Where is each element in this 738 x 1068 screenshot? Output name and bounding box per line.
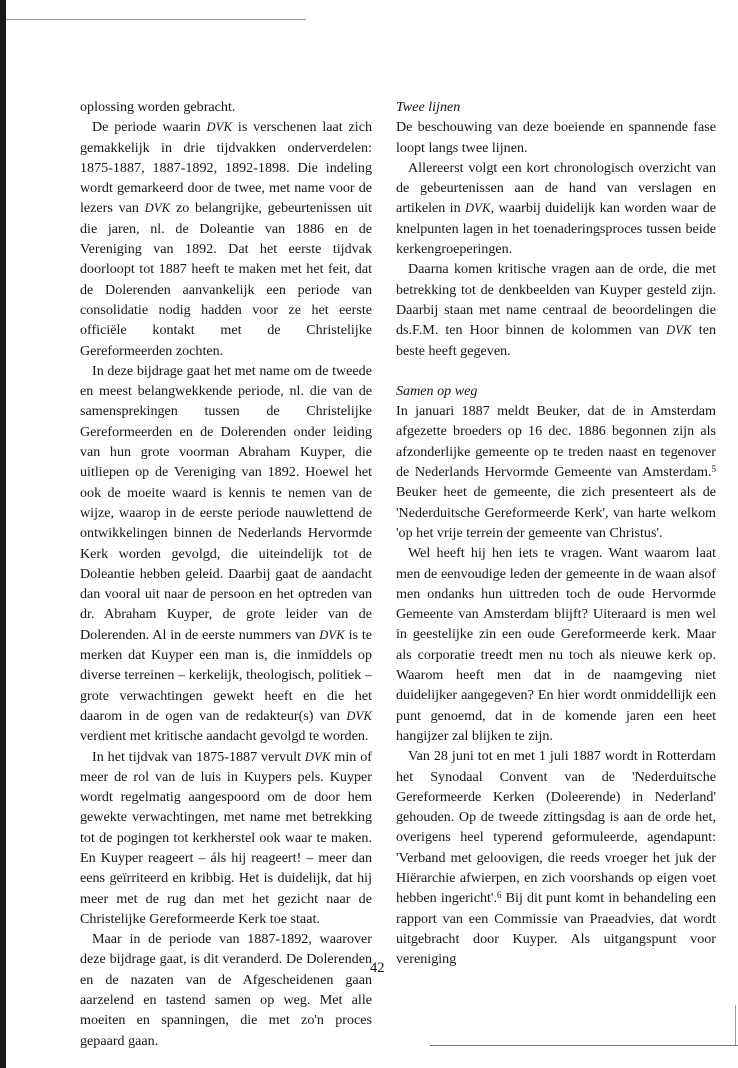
journal-abbrev: DVK <box>206 120 233 135</box>
right-column <box>396 97 716 969</box>
paragraph: Allereerst volgt een kort chronologisch overzicht van de gebeurtenissen aan de hand van verslagen en artikelen in DVK, waarbij duidelijk kan worden waar de knelpunten lagen in het toenaderingsproces tussen beide kerkengroeperingen. <box>396 159 716 258</box>
paragraph: Daarna komen kritische vragen aan de orde, die met betrekking tot de denkbeelden van Kuyper gesteld zijn. Daarbij staan met name centraal de beoordelingen die ds.F.M. ten Hoor binnen de kolommen van DVK ten beste heeft gegeven. <box>396 261 716 359</box>
journal-abbrev: DVK <box>144 201 171 216</box>
footnote-ref[interactable]: 6 <box>497 890 502 901</box>
paragraph: oplossing worden gebracht. <box>80 99 236 115</box>
bottom-rule <box>430 1045 738 1046</box>
scan-edge <box>0 0 6 1068</box>
page-number: 42 <box>370 960 385 976</box>
paragraph: Maar in de periode van 1887-1892, waarover deze bijdrage gaat, is dit veranderd. De Dolerenden en de nazaten van de Afgescheidenen gaan aarzelend en tastend samen op weg. Met alle moeiten en spanningen, die met zo'n proces gepaard gaan. <box>80 931 372 1049</box>
journal-abbrev: DVK <box>304 749 331 764</box>
margin-tick <box>735 1005 736 1045</box>
paragraph: De periode waarin DVK is verschenen laat zich gemakkelijk in drie tijdvakken onderverdelen: 1875-1887, 1887-1892, 1892-1898. Die indeling wordt gemarkeerd door de twee, met name voor de lezers van DVK zo belangrijke, gebeurtenissen uit die jaren, nl. de Doleantie van 1886 en de Vereniging van 1892. Dat het eerste tijdvak doorloopt tot 1887 heeft te maken met het feit, dat de Dolerenden aanvankelijk een periode van consolidatie nodig hadden voor ze het eerste officiële kontakt met de Christelijke Gereformeerden zochten. <box>80 119 372 359</box>
journal-abbrev: DVK <box>465 201 491 216</box>
paragraph: Wel heeft hij hen iets te vragen. Want waarom laat men de eenvoudige leden der gemeente in de waan alsof men ondanks hun uittreden toch de oude Hervormde Gemeente van Amsterdam blijft? Uiteraard is men wel in geestelijke zin een oude Gereformeerde kerk. Maar als corporatie treedt men nu toch als nieuwe kerk op. Waarom heeft men dat in de naamgeving niet duidelijker aangegeven? En hier wordt onmiddellijk een punt genoemd, dat in de komende jaren een heet hangijzer zal blijken te zijn. <box>396 545 716 744</box>
journal-abbrev: DVK <box>666 323 692 338</box>
paragraph: Van 28 juni tot en met 1 juli 1887 wordt in Rotterdam het Synodaal Convent van de 'Nederduitsche Gereformeerde Kerken (Doleerende) in Nederland' gehouden. Op de tweede zittingsdag is aan de orde het, overigens heel typerend geformuleerde, agendapunt: 'Verband met geloovigen, die reeds vroeger het juk der Hiërarchie afwierpen, en zich voorshands op eigen voet hebben ingericht'.$^6$ Bij dit punt komt in behandeling een rapport van een Commissie van Praeadvies, dat wordt uitgebracht door Kuyper. Als uitgangspunt voor vereniging <box>396 748 716 968</box>
footnote-ref[interactable]: 5 <box>711 464 716 475</box>
paragraph: In het tijdvak van 1875-1887 vervult DVK min of meer de rol van de luis in Kuypers pels. Kuyper wordt regelmatig aangespoord om de door hem gewekte verwachtingen, met name met betrekking tot de pogingen tot kerkherstel ook waar te maken. En Kuyper reageert – áls hij reageert! – meer dan eens geïrriteerd en kribbig. Het is duidelijk, dat hij meer met de rug dan met het gezicht naar de Christelijke Gereformeerde Kerk toe staat. <box>80 748 372 927</box>
left-column <box>80 97 372 1051</box>
journal-abbrev: DVK <box>319 627 345 642</box>
paragraph: In januari 1887 meldt Beuker, dat de in Amsterdam afgezette broeders op 16 dec. 1886 begonnen zijn als afzonderlijke gemeente op te treden naast en tegenover de Nederlands Hervormde Gemeente van Amsterdam.$^5$ Beuker heet de gemeente, die zich presenteert als de 'Nederduitsche Gereformeerde Kerk', van harte welkom 'op het vrije terrein der gemeente van Christus'. <box>396 403 716 541</box>
top-rule <box>6 19 306 20</box>
section-heading: Twee lijnen <box>396 99 461 115</box>
journal-abbrev: DVK <box>346 708 372 723</box>
section-heading: Samen op weg <box>396 382 478 399</box>
paragraph: De beschouwing van deze boeiende en spannende fase loopt langs twee lijnen. <box>396 119 716 156</box>
paragraph: In deze bijdrage gaat het met name om de tweede en meest belangwekkende periode, nl. die van de samensprekingen tussen de Christelijke Gereformeerden en de Dolerenden onder leiding van hun grote voorman Abraham Kuyper, die uitliepen op de Vereniging van 1892. Hoewel het ook de moeite waard is kennis te nemen van de wijze, waarop in de eerste periode nauwlettend de ontwikkelingen binnen de Nederlands Hervormde Kerk worden gevolgd, die uiteindelijk tot de Doleantie hebben geleid. Daarbij gaat de aandacht dan vooral uit naar de persoon en het optreden van dr. Abraham Kuyper, de grote leider van de Dolerenden. Al in de eerste nummers van DVK is te merken dat Kuyper een man is, die inmiddels op diverse terreinen – kerkelijk, theologisch, politiek – grote verwachtingen gewekt heeft en die het daarom in de ogen van de redakteur(s) van DVK verdient met kritische aandacht gevolgd te worden. <box>80 362 373 745</box>
